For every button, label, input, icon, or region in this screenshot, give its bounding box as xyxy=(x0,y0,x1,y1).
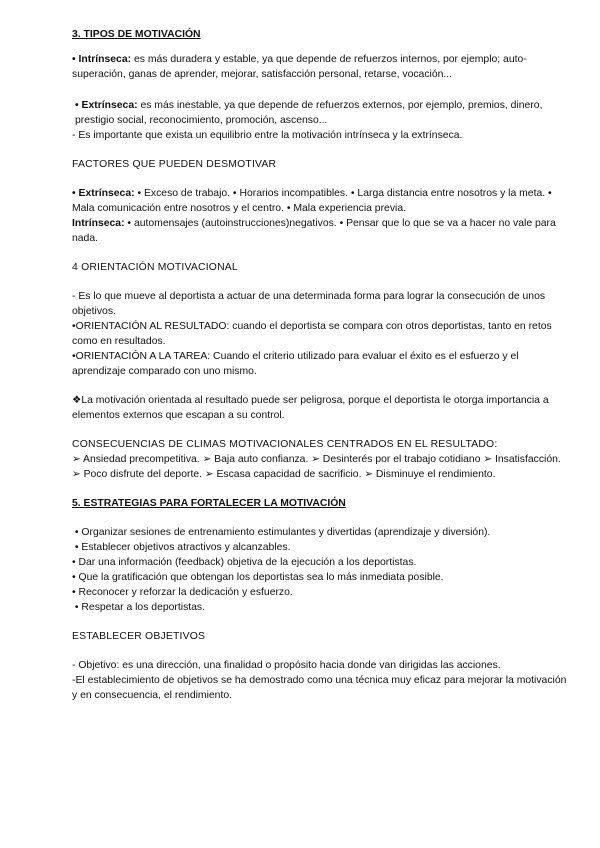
factores-intrinseca-paragraph xyxy=(72,216,570,246)
intrinseca-text: es más duradera y estable, ya que depende de refuerzos internos, por ejemplo; auto-superación, ganas de aprender, mejorar, satisfacción personal, retarse, vocación... xyxy=(72,54,527,80)
spacer xyxy=(72,42,570,52)
objetivos-title: ESTABLECER OBJETIVOS xyxy=(72,631,206,642)
orientacion-resultado: •ORIENTACIÓN AL RESULTADO: cuando el deportista se compara con otros deportistas, tanto en retos como en resultados. xyxy=(72,321,552,347)
section-3-title: 3. TIPOS DE MOTIVACIÓN xyxy=(72,29,201,40)
spacer xyxy=(72,379,570,393)
consecuencias-text: ➢ Ansiedad precompetitiva. ➢ Baja auto confianza. ➢ Desinterés por el trabajo cotidiano ➢ Insatisfacción. ➢ Poco disfrute del deporte. ➢ Escasa capacidad de sacrificio. ➢ Disminuye el rendimiento. xyxy=(72,454,561,480)
spacer xyxy=(72,511,570,525)
factores-intrinseca-label: Intrínseca: xyxy=(72,218,125,229)
spacer xyxy=(72,615,570,629)
factores-intrinseca-text: • automensajes (autoinstrucciones)negativos. • Pensar que lo que se va a hacer no vale para nada. xyxy=(72,218,556,244)
estrategia-item: • Establecer objetivos atractivos y alcanzables. xyxy=(72,542,291,553)
extrinseca-label: Extrínseca: xyxy=(81,100,138,111)
spacer xyxy=(72,644,570,658)
orientacion-intro: - Es lo que mueve al deportista a actuar de una determinada forma para lograr la consecución de unos objetivos. xyxy=(72,291,546,317)
factores-extrinseca-bullet: • xyxy=(72,188,76,199)
estrategia-item: • Organizar sesiones de entrenamiento estimulantes y divertidas (aprendizaje y diversión). xyxy=(72,527,491,538)
equilibrio-paragraph: - Es importante que exista un equilibrio entre la motivación intrínseca y la extrínseca. xyxy=(72,130,463,141)
section-4-title: 4 ORIENTACIÓN MOTIVACIONAL xyxy=(72,262,238,273)
spacer xyxy=(72,275,570,289)
spacer xyxy=(72,82,570,98)
extrinseca-text: es más inestable, ya que depende de refuerzos externos, por ejemplo, premios, dinero, prestigio social, reconocimiento, promoción, ascenso... xyxy=(75,100,543,126)
estrategia-item: • Reconocer y reforzar la dedicación y esfuerzo. xyxy=(72,587,293,598)
spacer xyxy=(72,246,570,260)
estrategia-item: • Que la gratificación que obtengan los deportistas sea lo más inmediata posible. xyxy=(72,572,444,583)
spacer xyxy=(72,423,570,437)
consecuencias-title: CONSECUENCIAS DE CLIMAS MOTIVACIONALES CENTRADOS EN EL RESULTADO: xyxy=(72,439,498,450)
extrinseca-bullet: • xyxy=(75,100,79,111)
section-5-title: 5. ESTRATEGIAS PARA FORTALECER LA MOTIVACIÓN xyxy=(72,498,346,509)
objetivos-tecnica: -El establecimiento de objetivos se ha demostrado como una técnica muy eficaz para mejorar la motivación y en consecuencia, el rendimiento. xyxy=(72,675,567,701)
spacer xyxy=(72,143,570,157)
estrategia-item: • Dar una información (feedback) objetiva de la ejecución a los deportistas. xyxy=(72,557,417,568)
factores-extrinseca-paragraph xyxy=(72,186,570,216)
intrinseca-label: Intrínseca: xyxy=(78,54,132,65)
factores-extrinseca-text: • Exceso de trabajo. • Horarios incompatibles. • Larga distancia entre nosotros y la meta. • Mala comunicación entre nosotros y el centro. • Mala experiencia previa. xyxy=(72,188,552,214)
factores-title: FACTORES QUE PUEDEN DESMOTIVAR xyxy=(72,159,277,170)
orientacion-tarea: •ORIENTACIÓN A LA TAREA: Cuando el criterio utilizado para evaluar el éxito es el esfuerzo y el aprendizaje comparado con uno mismo. xyxy=(72,351,519,377)
spacer xyxy=(72,172,570,186)
intrinseca-paragraph xyxy=(72,52,570,82)
objetivos-definicion: - Objetivo: es una dirección, una finalidad o propósito hacia donde van dirigidas las acciones. xyxy=(72,660,501,671)
orientacion-nota: ❖La motivación orientada al resultado puede ser peligrosa, porque el deportista le otorga importancia a elementos externos que escapan a su control. xyxy=(72,395,549,421)
spacer xyxy=(72,482,570,496)
intrinseca-bullet: • xyxy=(72,54,76,65)
estrategia-item: • Respetar a los deportistas. xyxy=(72,602,206,613)
factores-extrinseca-label: Extrínseca: xyxy=(78,188,135,199)
extrinseca-paragraph xyxy=(72,98,570,128)
